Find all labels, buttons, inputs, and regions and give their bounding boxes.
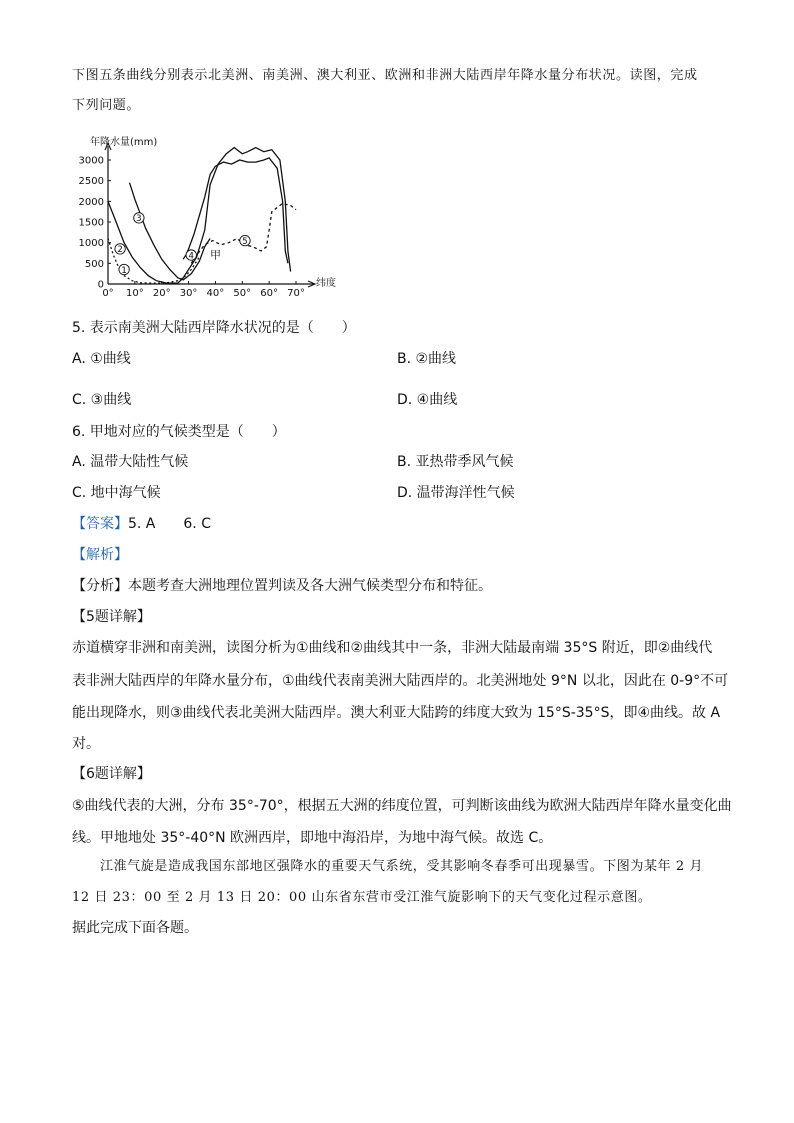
q5-option-c[interactable]: C. ③曲线 [72, 392, 132, 408]
x-tick-label: 60° [260, 288, 279, 299]
q6-option-b[interactable]: B. 亚热带季风气候 [397, 454, 514, 470]
y-tick-label: 2500 [78, 176, 104, 188]
q5-detail-line-3: 能出现降水，则③曲线代表北美洲大陆西岸。澳大利亚大陆跨的纬度大致为 15°S-35°S，即④曲线。故 A [72, 705, 721, 721]
x-tick-label: 30° [179, 288, 198, 299]
q6-option-c[interactable]: C. 地中海气候 [72, 485, 161, 501]
next-intro-line-2: 12 日 23：00 至 2 月 13 日 20：00 山东省东营市受江淮气旋影响下的天气变化过程示意图。 [72, 890, 652, 905]
x-tick-label: 20° [152, 288, 171, 299]
analysis-summary: 【分析】本题考查大洲地理位置判读及各大洲气候类型分布和特征。 [72, 578, 492, 594]
y-tick-label: 2000 [78, 196, 104, 208]
intro-line-2: 下列问题。 [72, 98, 141, 113]
series-label-1: 1 [121, 265, 127, 276]
x-tick-label: 70° [287, 288, 305, 299]
next-intro-line-1: 江淮气旋是造成我国东部地区强降水的重要天气系统，受其影响冬春季可出现暴雪。下图为某年 2 月 [100, 859, 704, 874]
series-line-3 [130, 183, 211, 280]
q5-detail-line-2: 表非洲大陆西岸的年降水量分布，①曲线代表南美洲大陆西岸的。北美洲地处 9°N 以北，因此在 0-9°不可 [72, 673, 729, 689]
y-tick-label: 1000 [78, 238, 104, 250]
question-5-stem: 5. 表示南美洲大陆西岸降水状况的是（ ） [72, 320, 356, 336]
series-label-4: 4 [188, 251, 194, 262]
y-tick-label: 0 [97, 279, 104, 291]
y-tick-label: 1500 [78, 217, 104, 229]
answer-text: 5. A 6. C [128, 516, 211, 532]
series-label-5: 5 [242, 236, 248, 247]
y-axis-label: 年降水量(mm) [90, 137, 158, 148]
x-tick-label: 10° [125, 288, 144, 299]
q6-option-d[interactable]: D. 温带海洋性气候 [397, 485, 515, 501]
y-tick-label: 500 [84, 258, 104, 270]
q5-option-b[interactable]: B. ②曲线 [397, 351, 457, 367]
precipitation-chart [78, 132, 344, 300]
x-tick-label: 40° [206, 288, 225, 299]
q5-detail-line-1: 赤道横穿非洲和南美洲，读图分析为①曲线和②曲线其中一条，非洲大陆最南端 35°S 附近，即②曲线代 [72, 640, 713, 656]
q5-option-a[interactable]: A. ①曲线 [72, 351, 131, 367]
q6-detail-line-2: 线。甲地地处 35°-40°N 欧洲西岸，即地中海沿岸，为地中海气候。故选 C。 [72, 830, 553, 846]
analysis-label: 【解析】 [72, 547, 128, 563]
x-tick-label: 0° [102, 288, 114, 299]
q6-detail-line-1: ⑤曲线代表的大洲，分布 35°-70°，根据五大洲的纬度位置，可判断该曲线为欧洲大陆西岸年降水量变化曲 [72, 798, 732, 814]
intro-line-1: 下图五条曲线分别表示北美洲、南美洲、澳大利亚、欧洲和非洲大陆西岸年降水量分布状况。读图，完成 [72, 68, 698, 83]
series-label-3: 3 [136, 214, 142, 225]
q6-detail-heading: 【6题详解】 [72, 766, 151, 782]
q6-option-a[interactable]: A. 温带大陆性气候 [72, 454, 189, 470]
q5-detail-heading: 【5题详解】 [72, 609, 151, 625]
x-tick-label: 50° [233, 288, 252, 299]
series-label-2: 2 [117, 245, 123, 256]
answer-line [72, 514, 211, 534]
y-tick-label: 3000 [78, 155, 104, 167]
next-intro-line-3: 据此完成下面各题。 [72, 920, 198, 936]
question-6-stem: 6. 甲地对应的气候类型是（ ） [72, 424, 286, 440]
q5-detail-line-4: 对。 [72, 736, 100, 752]
x-axis-label: 纬度 [316, 278, 336, 289]
annotation-jia: 甲 [210, 248, 222, 262]
q5-option-d[interactable]: D. ④曲线 [397, 392, 458, 408]
answer-label: 【答案】 [72, 516, 128, 532]
